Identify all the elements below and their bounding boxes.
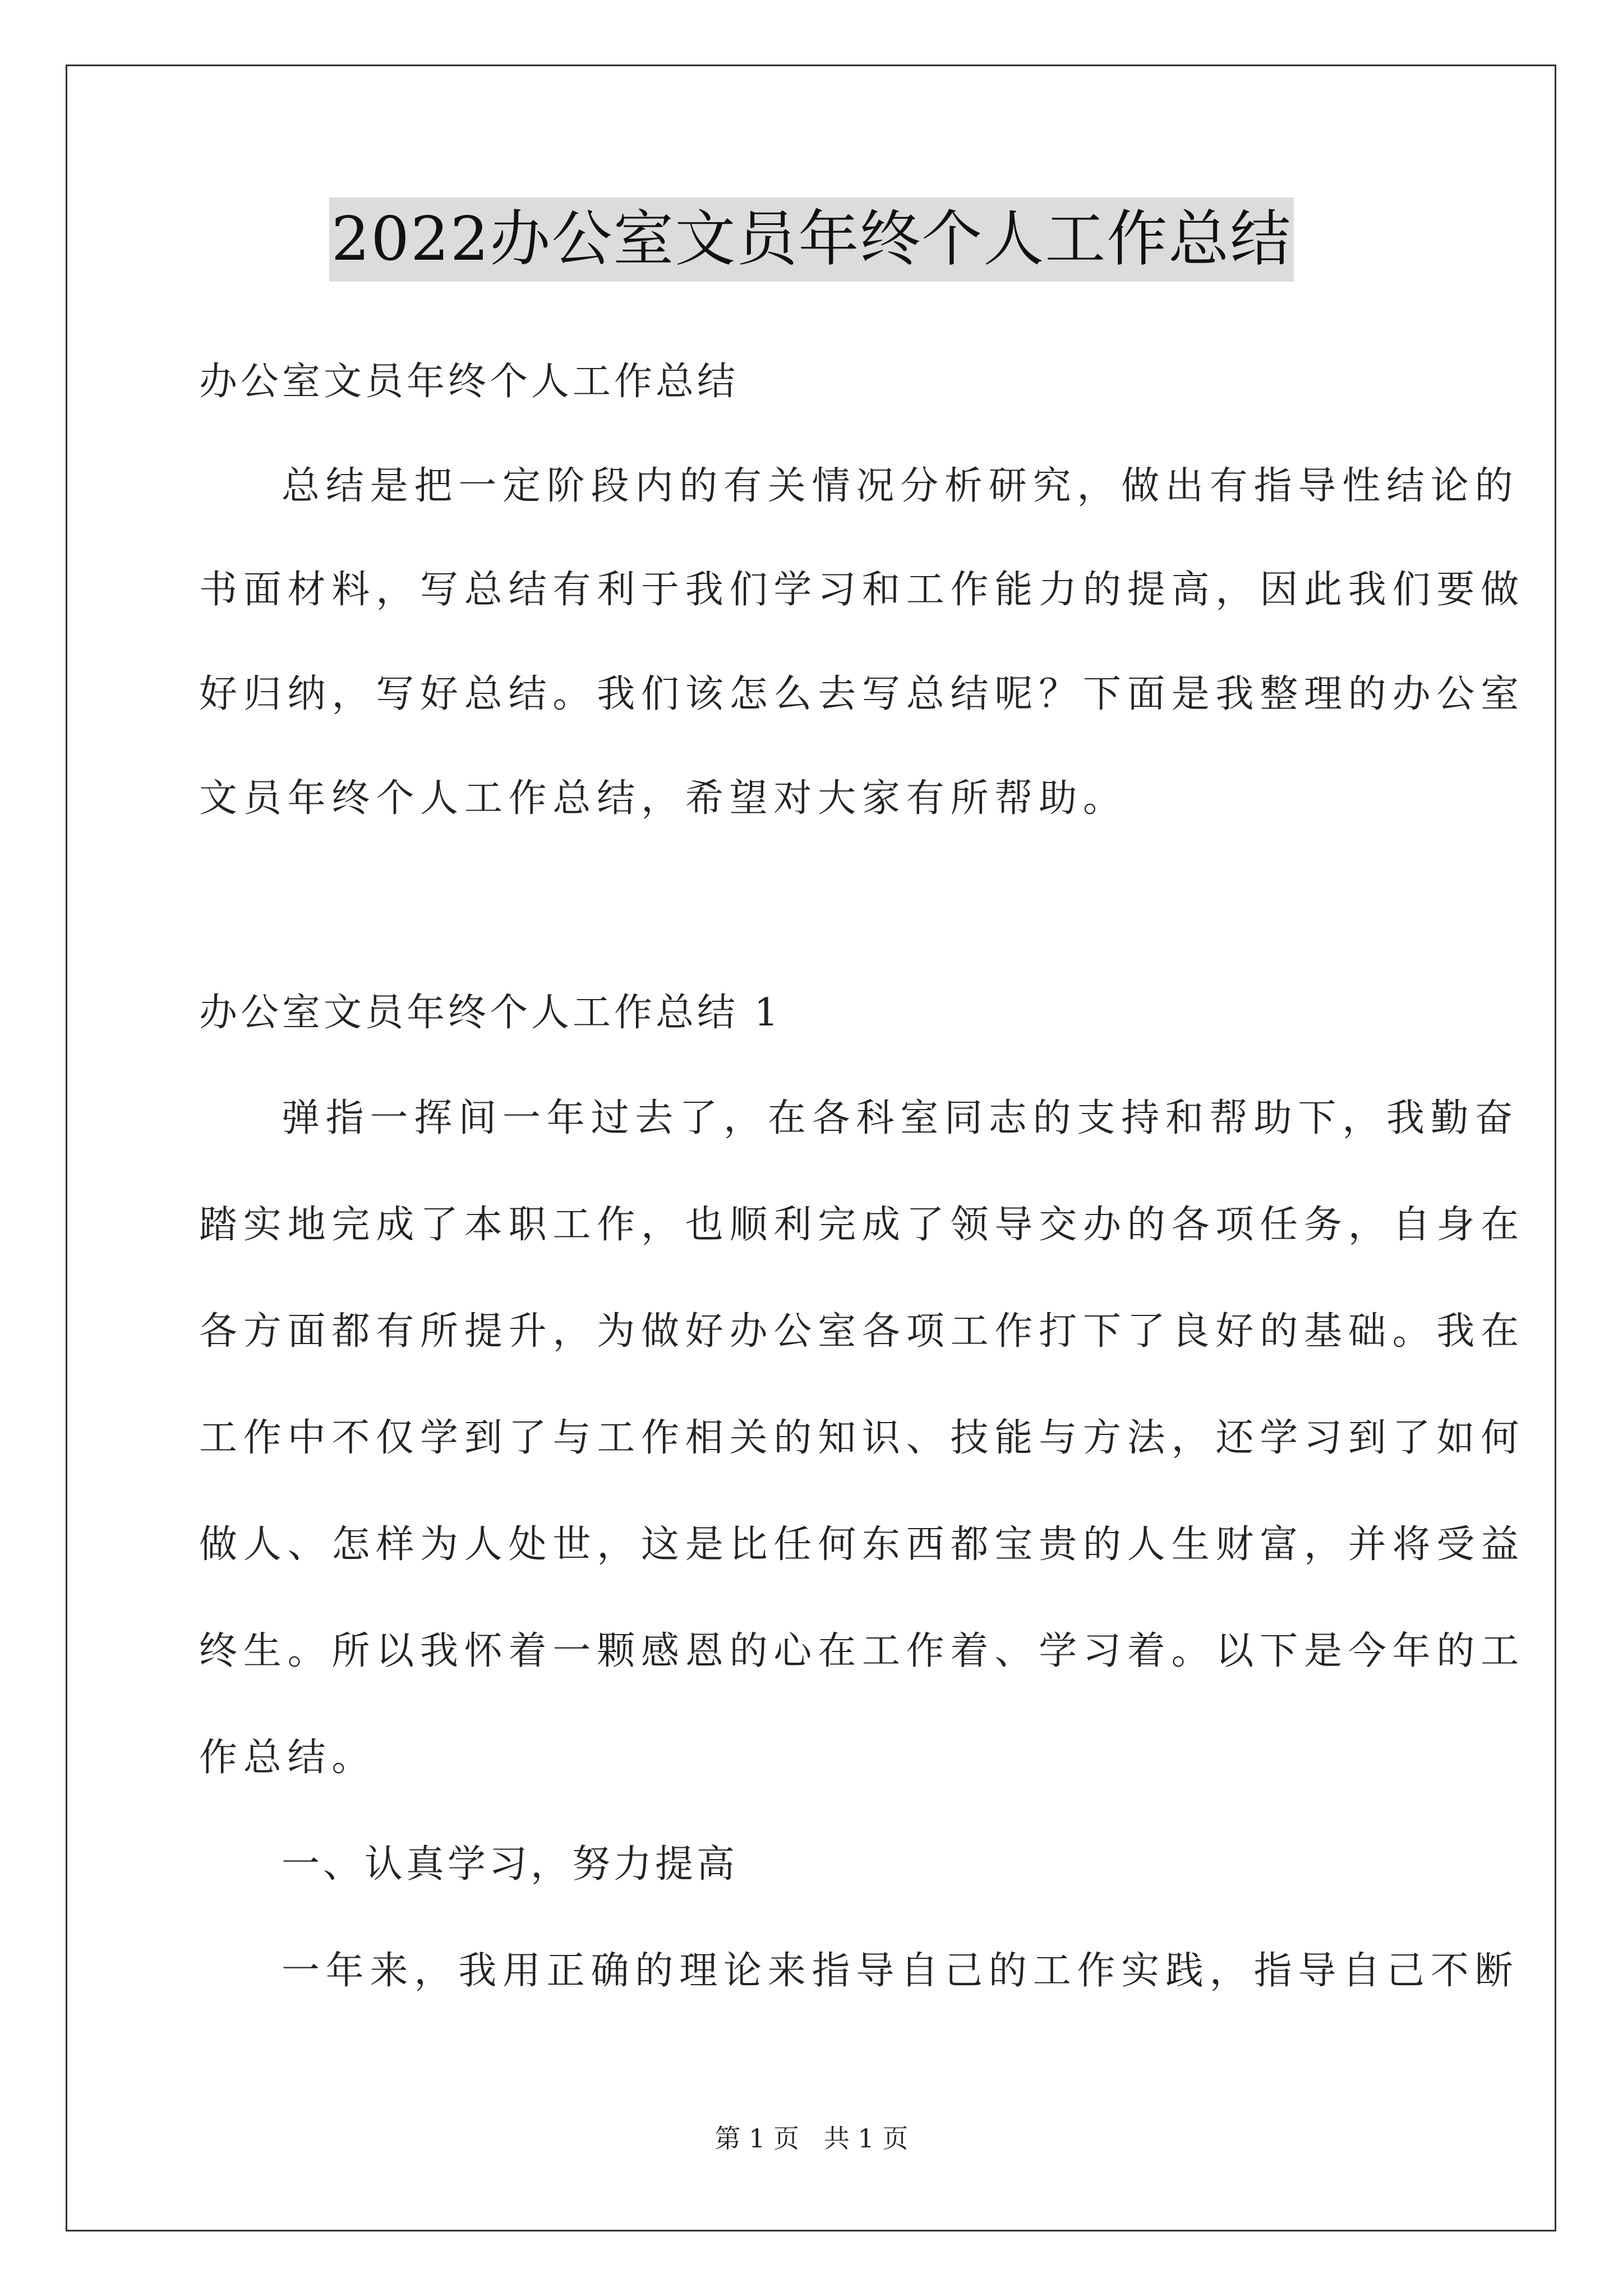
document-title: 2022办公室文员年终个人工作总结 [329,197,1294,282]
page-number-label: 第 1 页 共 1 页 [714,2123,909,2154]
section1-line-1: 弹指一挥间一年过去了，在各科室同志的支持和帮助下，我勤奋 [282,1096,1519,1140]
page-footer [0,2122,1623,2155]
section1-line-7: 作总结。 [199,1736,376,1780]
section1-line-6: 终生。所以我怀着一颗感恩的心在工作着、学习着。以下是今年的工 [199,1629,1525,1673]
section1-line-2: 踏实地完成了本职工作，也顺利完成了领导交办的各项任务，自身在 [199,1203,1525,1247]
point1-line-1: 一年来，我用正确的理论来指导自己的工作实践，指导自己不断 [282,1949,1519,1993]
section1-line-3: 各方面都有所提升，为做好办公室各项工作打下了良好的基础。我在 [199,1309,1525,1354]
intro-line-4: 文员年终个人工作总结，希望对大家有所帮助。 [199,776,1127,821]
section1-line-4: 工作中不仅学到了与工作相关的知识、技能与方法，还学习到了如何 [199,1416,1525,1460]
intro-line-2: 书面材料，写总结有利于我们学习和工作能力的提高，因此我们要做 [199,568,1525,612]
section-heading-1: 办公室文员年终个人工作总结 1 [199,991,782,1035]
section1-line-5: 做人、怎样为人处世，这是比任何东西都宝贵的人生财富，并将受益 [199,1522,1525,1567]
intro-line-1: 总结是把一定阶段内的有关情况分析研究，做出有指导性结论的 [282,464,1519,508]
subtitle: 办公室文员年终个人工作总结 [199,360,739,404]
intro-line-3: 好归纳，写好总结。我们该怎么去写总结呢？下面是我整理的办公室 [199,672,1525,716]
title-container [0,197,1623,282]
point-heading-1: 一、认真学习，努力提高 [282,1842,739,1887]
